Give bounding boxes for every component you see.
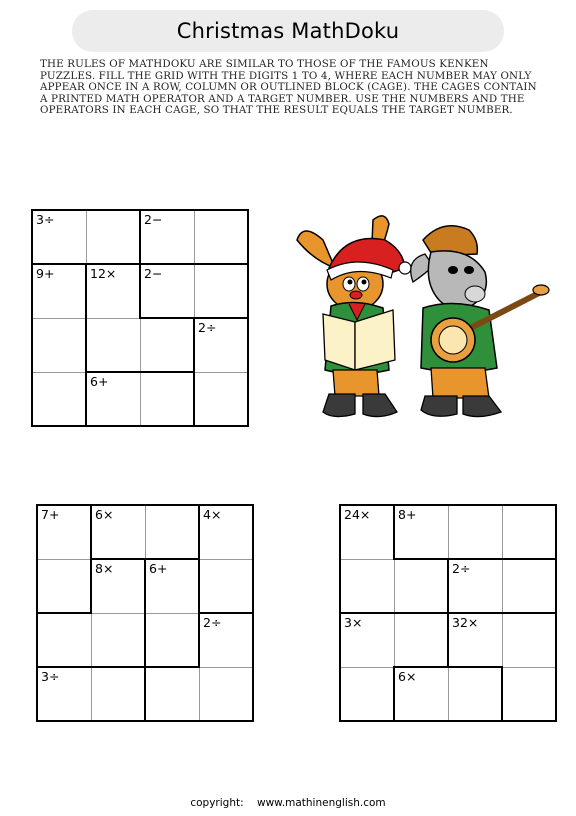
cage-clue: 3÷	[36, 212, 55, 227]
cage-border	[144, 558, 200, 560]
cage-border	[252, 612, 254, 668]
cage-clue: 2−	[144, 266, 163, 281]
cage-clue: 2÷	[198, 320, 217, 335]
cage-clue: 12×	[90, 266, 117, 281]
cage-border	[139, 263, 195, 265]
grid-cell[interactable]	[37, 559, 91, 613]
grid-cell[interactable]	[502, 559, 556, 613]
cage-clue: 2÷	[203, 615, 222, 630]
cage-border	[144, 612, 146, 668]
cage-border	[393, 666, 395, 722]
cage-border	[36, 612, 38, 668]
cage-border	[85, 317, 87, 373]
grid-cell[interactable]	[32, 318, 86, 372]
cage-border	[339, 720, 395, 722]
cage-border	[31, 263, 33, 319]
cage-border	[36, 504, 38, 560]
grid-cell[interactable]	[32, 372, 86, 426]
cage-border	[31, 317, 33, 373]
cage-border	[252, 558, 254, 614]
cage-border	[339, 612, 341, 668]
grid-cell[interactable]	[194, 210, 248, 264]
grid-cell[interactable]	[91, 667, 145, 721]
cage-border	[193, 263, 249, 265]
cage-clue: 24×	[344, 507, 371, 522]
grid-cell[interactable]	[394, 559, 448, 613]
grid-cell[interactable]	[86, 318, 140, 372]
cage-border	[393, 666, 449, 668]
cage-border	[501, 666, 503, 722]
cage-clue: 32×	[452, 615, 479, 630]
cage-border	[31, 209, 87, 211]
cage-border	[339, 504, 395, 506]
cage-border	[447, 504, 503, 506]
cage-border	[144, 558, 146, 614]
cage-border	[447, 612, 503, 614]
cage-border	[90, 720, 146, 722]
christmas-carolers-illustration	[293, 210, 555, 426]
grid-cell[interactable]	[394, 613, 448, 667]
cage-clue: 6×	[398, 669, 417, 684]
cage-border	[339, 504, 341, 560]
cage-border	[193, 209, 249, 211]
grid-cell[interactable]	[340, 559, 394, 613]
cage-border	[198, 720, 254, 722]
title-banner	[72, 10, 504, 52]
cage-border	[193, 317, 249, 319]
grid-cell[interactable]	[199, 667, 253, 721]
cage-border	[447, 666, 503, 668]
cage-border	[447, 720, 503, 722]
cage-border	[139, 371, 195, 373]
page-title: Christmas MathDoku	[176, 19, 400, 43]
cage-border	[85, 263, 87, 319]
cage-border	[193, 317, 195, 373]
cage-border	[252, 504, 254, 560]
grid-cell[interactable]	[86, 210, 140, 264]
cage-border	[198, 612, 200, 668]
grid-cell[interactable]	[502, 505, 556, 559]
cage-border	[501, 612, 557, 614]
cage-clue: 8×	[95, 561, 114, 576]
cage-border	[85, 371, 87, 427]
cage-border	[501, 504, 557, 506]
cage-border	[447, 558, 503, 560]
grid-cell[interactable]	[448, 667, 502, 721]
cage-border	[501, 720, 557, 722]
cage-clue: 6+	[149, 561, 168, 576]
cage-border	[31, 425, 87, 427]
cage-border	[393, 720, 449, 722]
cage-clue: 2÷	[452, 561, 471, 576]
cage-border	[139, 263, 141, 319]
cage-clue: 2−	[144, 212, 163, 227]
cage-clue: 7+	[41, 507, 60, 522]
puzzle-grid-1	[32, 210, 248, 426]
copyright-url[interactable]: www.mathinenglish.com	[256, 797, 386, 809]
cage-border	[247, 209, 249, 265]
cage-border	[139, 425, 195, 427]
cage-border	[36, 558, 38, 614]
puzzle-grid-2	[37, 505, 253, 721]
cage-border	[247, 263, 249, 319]
cage-border	[85, 209, 141, 211]
cage-border	[139, 209, 195, 211]
cage-border	[193, 371, 195, 427]
cage-border	[31, 209, 33, 265]
rules-text: THE RULES OF MATHDOKU ARE SIMILAR TO THOSE OF THE FAMOUS KENKEN PUZZLES. FILL THE GRID WITH THE DIGITS 1 TO 4, WHERE EACH NUMBER MAY ONLY APPEAR ONCE IN A ROW, COLUMN OR OUTLINED BLOCK (CAGE). THE CAGES CONTAIN A PRINTED MATH OPERATOR AND A TARGET NUMBER. USE THE NUMBERS AND THE OPERATORS IN EACH CAGE, SO THAT THE RESULT EQUALS THE TARGET NUMBER.	[40, 58, 537, 116]
cage-border	[90, 504, 146, 506]
cage-border	[198, 504, 200, 560]
cage-clue: 4×	[203, 507, 222, 522]
cage-border	[555, 612, 557, 668]
cage-border	[144, 504, 200, 506]
grid-cell[interactable]	[145, 505, 199, 559]
cage-border	[85, 371, 141, 373]
cage-border	[339, 612, 395, 614]
grid-cell[interactable]	[194, 264, 248, 318]
cage-border	[36, 666, 92, 668]
cage-border	[31, 263, 87, 265]
donkey-banjo-player	[411, 226, 549, 417]
cage-border	[36, 666, 38, 722]
cage-border	[85, 425, 141, 427]
footer	[0, 797, 576, 809]
cage-border	[393, 558, 449, 560]
cage-border	[198, 558, 200, 614]
cage-border	[139, 209, 141, 265]
cage-border	[31, 371, 33, 427]
cage-border	[193, 425, 249, 427]
puzzle-grid-3	[340, 505, 556, 721]
cage-border	[555, 558, 557, 614]
cage-border	[144, 666, 200, 668]
grid-cell[interactable]	[37, 613, 91, 667]
grid-cell[interactable]	[502, 667, 556, 721]
copyright-label: copyright:	[190, 797, 244, 809]
cage-border	[85, 263, 141, 265]
cage-border	[90, 504, 92, 560]
cage-clue: 3×	[344, 615, 363, 630]
cage-border	[393, 504, 395, 560]
cage-clue: 8+	[398, 507, 417, 522]
grid-cell[interactable]	[194, 372, 248, 426]
cage-clue: 6×	[95, 507, 114, 522]
grid-cell[interactable]	[140, 372, 194, 426]
grid-cell[interactable]	[145, 667, 199, 721]
cage-border	[36, 504, 92, 506]
grid-cell[interactable]	[199, 559, 253, 613]
cage-clue: 6+	[90, 374, 109, 389]
grid-cell[interactable]	[140, 318, 194, 372]
cage-border	[198, 612, 254, 614]
cage-border	[447, 612, 449, 668]
cage-border	[36, 720, 92, 722]
cage-border	[90, 558, 146, 560]
cage-clue: 9+	[36, 266, 55, 281]
cage-border	[339, 666, 341, 722]
grid-cell[interactable]	[145, 613, 199, 667]
cage-border	[90, 666, 146, 668]
grid-cell[interactable]	[502, 613, 556, 667]
cage-border	[339, 558, 341, 614]
cage-border	[555, 666, 557, 722]
cage-border	[501, 558, 557, 560]
grid-cell[interactable]	[448, 505, 502, 559]
cage-border	[144, 666, 146, 722]
grid-cell[interactable]	[340, 667, 394, 721]
cage-border	[144, 720, 200, 722]
cage-border	[247, 371, 249, 427]
cage-border	[555, 504, 557, 560]
cage-border	[393, 612, 449, 614]
cage-border	[198, 504, 254, 506]
cage-clue: 3÷	[41, 669, 60, 684]
cage-border	[252, 666, 254, 722]
elf-singer	[297, 216, 411, 417]
cage-border	[36, 612, 92, 614]
grid-cell[interactable]	[91, 613, 145, 667]
cage-border	[393, 504, 449, 506]
cage-border	[90, 558, 92, 614]
cage-border	[447, 558, 449, 614]
cage-border	[247, 317, 249, 373]
cage-border	[139, 317, 195, 319]
